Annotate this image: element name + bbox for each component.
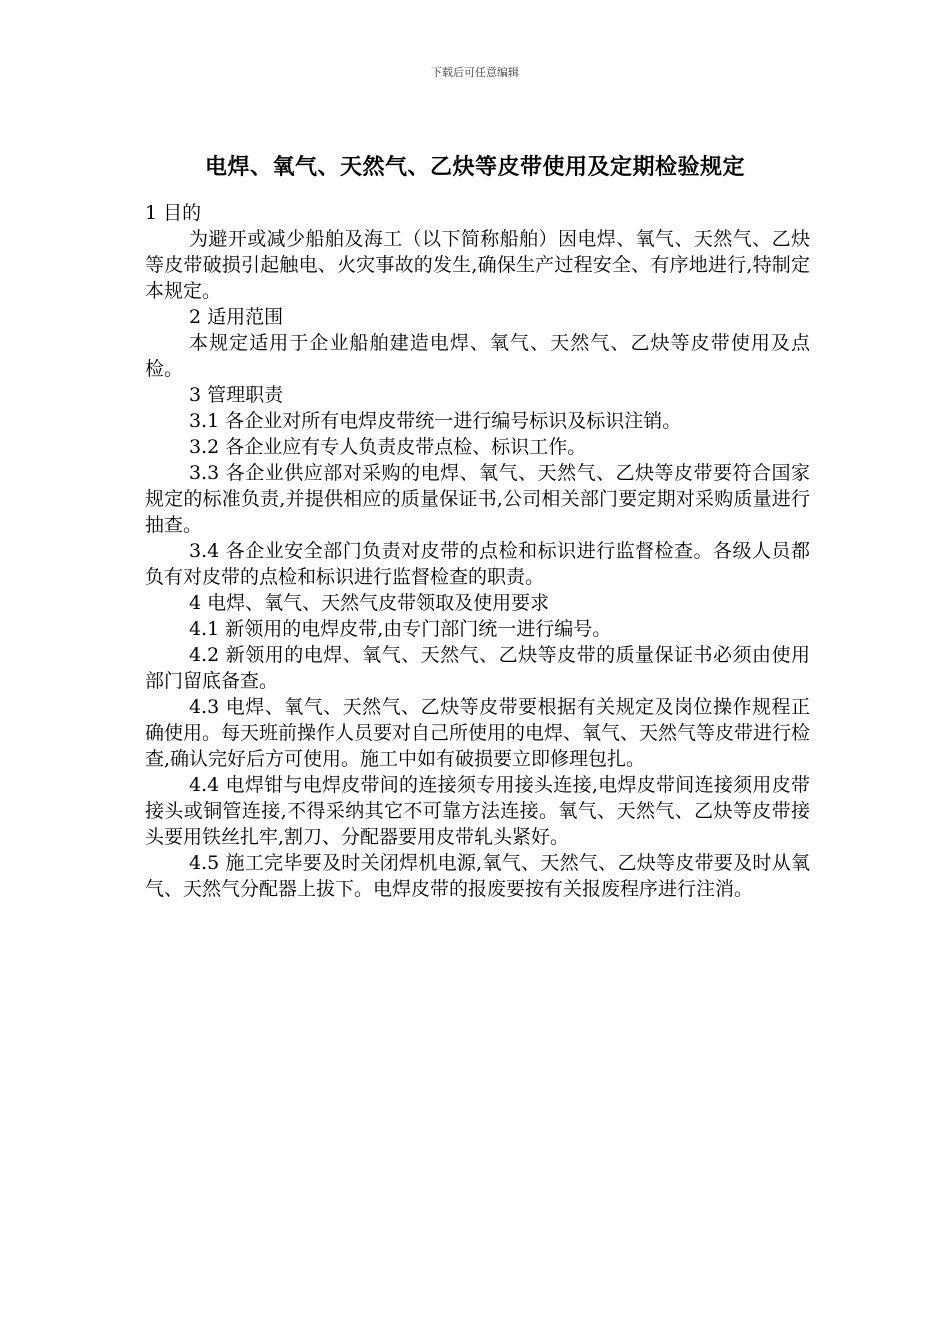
paragraph-3-2: 3.2 各企业应有专人负责皮带点检、标识工作。	[189, 436, 587, 458]
paragraph-purpose: 为避开或减少船舶及海工（以下简称船舶）因电焊、氧气、天然气、乙炔等皮带破损引起触电、火灾事故的发生,确保生产过程安全、有序地进行,特制定本规定。	[145, 228, 810, 302]
page-header-note: 下载后可任意编辑	[431, 66, 519, 79]
paragraph-section-1-heading: 1 目的	[145, 202, 202, 224]
paragraph-3-4: 3.4 各企业安全部门负责对皮带的点检和标识进行监督检查。各级人员都负有对皮带的点检和标识进行监督检查的职责。	[145, 540, 810, 588]
paragraph-4-4: 4.4 电焊钳与电焊皮带间的连接须专用接头连接,电焊皮带间连接须用皮带接头或铜管连接,不得采纳其它不可靠方法连接。氧气、天然气、乙炔等皮带接头要用铁丝扎牢,割刀、分配器要用皮带轧头紧好。	[145, 774, 810, 848]
paragraph-section-2-heading: 2 适用范围	[189, 306, 284, 328]
paragraph-scope: 本规定适用于企业船舶建造电焊、氧气、天然气、乙炔等皮带使用及点检。	[145, 332, 810, 380]
paragraph-3-3: 3.3 各企业供应部对采购的电焊、氧气、天然气、乙炔等皮带要符合国家规定的标准负责,并提供相应的质量保证书,公司相关部门要定期对采购质量进行抽查。	[145, 462, 810, 536]
paragraph-3-1: 3.1 各企业对所有电焊皮带统一进行编号标识及标识注销。	[189, 410, 682, 432]
paragraph-4-2: 4.2 新领用的电焊、氧气、天然气、乙炔等皮带的质量保证书必须由使用部门留底备查。	[145, 644, 810, 692]
document-title: 电焊、氧气、天然气、乙炔等皮带使用及定期检验规定	[204, 155, 745, 180]
paragraph-4-3: 4.3 电焊、氧气、天然气、乙炔等皮带要根据有关规定及岗位操作规程正确使用。每天班前操作人员要对自己所使用的电焊、氧气、天然气等皮带进行检查,确认完好后方可使用。施工中如有破损要立即修理包扎。	[145, 696, 811, 770]
paragraph-section-4-heading: 4 电焊、氧气、天然气皮带领取及使用要求	[189, 592, 550, 614]
paragraph-section-3-heading: 3 管理职责	[189, 384, 284, 406]
document-body	[145, 200, 810, 902]
paragraph-4-5: 4.5 施工完毕要及时关闭焊机电源,氧气、天然气、乙炔等皮带要及时从氧气、天然气分配器上拔下。电焊皮带的报废要按有关报废程序进行注消。	[145, 852, 810, 900]
paragraph-4-1: 4.1 新领用的电焊皮带,由专门部门统一进行编号。	[189, 618, 612, 640]
